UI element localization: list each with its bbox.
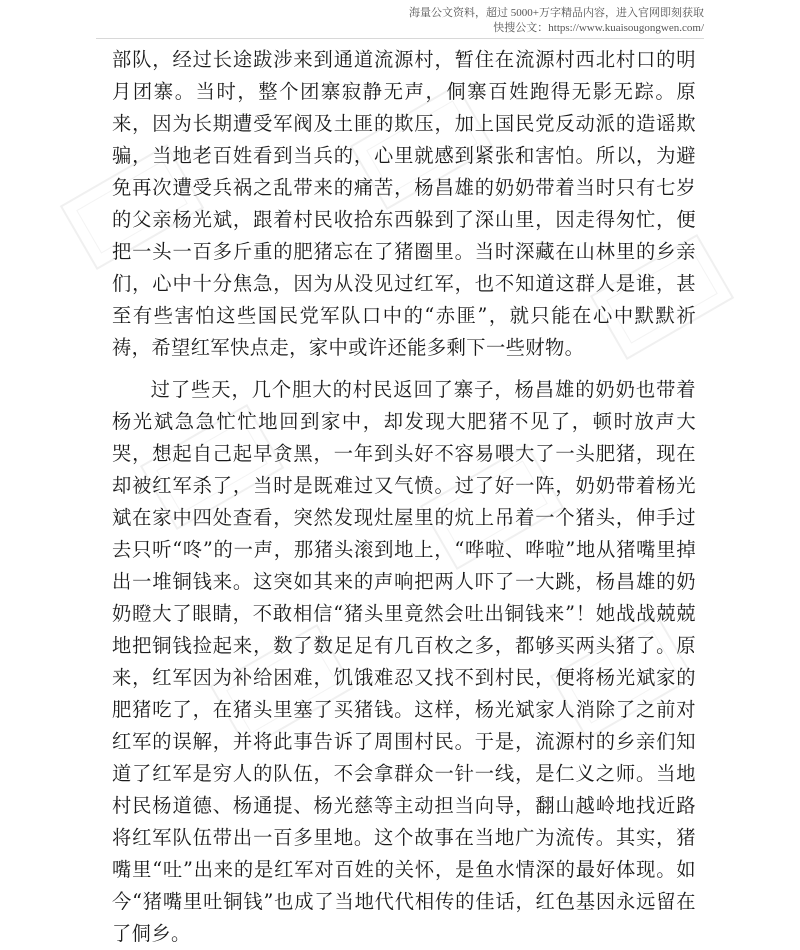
page-header-note — [244, 6, 704, 36]
header-promo-text: 海量公文资料，超过 5000+万字精品内容，进入官网即刻获取 — [409, 7, 704, 19]
body-paragraph-2: 过了些天，几个胆大的村民返回了寨子，杨昌雄的奶奶也带着杨光斌急急忙忙地回到家中，却发现大肥猪不见了，顿时放声大哭，想起自己起早贪黑，一年到头好不容易喂大了一头肥猪，现在却被红军杀了，当时是既难过又气愤。过了好一阵，奶奶带着杨光斌在家中四处查看，突然发现灶屋里的炕上吊着一个猪头，伸手过去只听“咚”的一声，那猪头滚到地上，“哗啦、哗啦”地从猪嘴里掉出一堆铜钱来。这突如其来的声响把两人吓了一大跳，杨昌雄的奶奶瞪大了眼睛，不敢相信“猪头里竟然会吐出铜钱来”！她战战兢兢地把铜钱捡起来，数了数足足有几百枚之多，都够买两头猪了。原来，红军因为补给困难，饥饿难忍又找不到村民，便将杨光斌家的肥猪吃了，在猪头里塞了买猪钱。这样，杨光斌家人消除了之前对红军的误解，并将此事告诉了周围村民。于是，流源村的乡亲们知道了红军是穷人的队伍，不会拿群众一针一线，是仁义之师。当地村民杨道德、杨通提、杨光慈等主动担当向导，翻山越岭地找近路将红军队伍带出一百多里地。这个故事在当地广为流传。其实，猪嘴里“吐”出来的是红军对百姓的关怀，是鱼水情深的最好体现。如今“猪嘴里吐铜钱”也成了当地代代相传的佳话，红色基因永远留在了侗乡。 — [112, 378, 696, 945]
header-divider — [96, 38, 704, 39]
document-body — [112, 44, 696, 950]
body-paragraph-1: 部队，经过长途跋涉来到通道流源村，暂住在流源村西北村口的明月团寨。当时，整个团寨寂静无声，侗寨百姓跑得无影无踪。原来，因为长期遭受军阀及土匪的欺压，加上国民党反动派的造谣欺骗，当地老百姓看到当兵的，心里就感到紧张和害怕。所以，为避免再次遭受兵祸之乱带来的痛苦，杨昌雄的奶奶带着当时只有七岁的父亲杨光斌，跟着村民收拾东西躲到了深山里，因走得匆忙，便把一头一百多斤重的肥猪忘在了猪圈里。当时深藏在山林里的乡亲们，心中十分焦急，因为从没见过红军，也不知道这群人是谁，甚至有些害怕这些国民党军队口中的“赤匪”，就只能在心中默默祈祷，希望红军快点走，家中或许还能多剩下一些财物。 — [112, 48, 696, 359]
header-site-link: 快搜公文：https://www.kuaisougongwen.com/ — [493, 22, 704, 34]
